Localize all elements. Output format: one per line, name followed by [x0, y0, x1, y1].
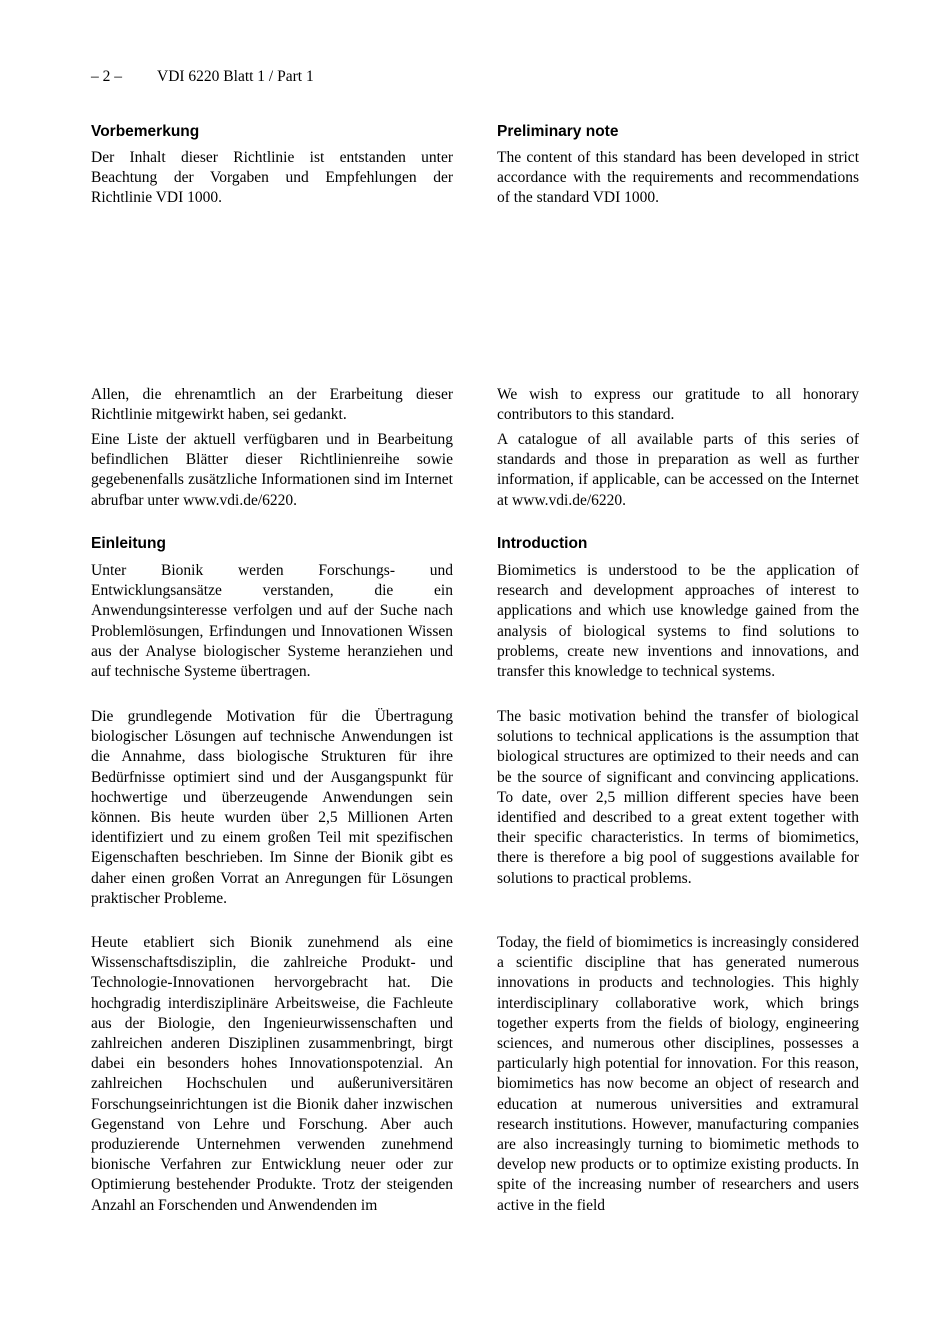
paragraph-einleitung-2: Die grundlegende Motivation für die Übertragung biologischer Lösungen auf technische Anwendungen ist die Annahme, dass biologische Strukturen für ihre Bedürfnisse optimiert sind und der Ausgangspunkt für hochwertige und überzeugende Anwendungen sein können. Bis heute wurden über 2,5 Millionen Arten identifiziert und zu einem großen Teil mit spezifischen Eigenschaften beschrieben. Im Sinne der Bionik gibt es daher einen großen Vorrat an Anregungen für Lösungen praktischer Probleme. [91, 708, 453, 907]
document-reference: VDI 6220 Blatt 1 / Part 1 [157, 68, 314, 85]
heading-preliminary-note: Preliminary note [497, 123, 619, 140]
page-header [91, 68, 314, 86]
paragraph-einleitung-3: Heute etabliert sich Bionik zunehmend als eine Wissenschaftsdisziplin, die zahlreiche Produkt- und Technologie-Innovationen hervorgebracht hat. Die hochgradig interdisziplinäre Arbeitsweise, die Fachleute aus der Biologie, den Ingenieurwissenschaften und zahlreichen anderen Disziplinen zusammenbringt, birgt dabei ein besonders hohes Innovationspotenzial. An zahlreichen Hochschulen und außeruniversitären Forschungseinrichtungen ist die Bionik daher inzwischen Gegenstand von Lehre und Forschung. Aber auch produzierende Unternehmen verwenden zunehmend bionische Verfahren zur Entwicklung neuer oder zur Optimierung bestehender Produkte. Trotz der steigenden Anzahl an Forschenden und Anwendenden im [91, 934, 453, 1214]
paragraph-einleitung-1: Unter Bionik werden Forschungs- und Entwicklungsansätze verstanden, die ein Anwendungsinteresse verfolgen und auf der Suche nach Problemlösungen, Erfindungen und Innovationen Wissen aus der Analyse biologischer Systeme heranziehen und auf technische Systeme übertragen. [91, 562, 453, 681]
paragraph-preliminary-note: The content of this standard has been developed in strict accordance with the requirements and recommendations of the standard VDI 1000. [497, 149, 859, 207]
paragraph-introduction-3: Today, the field of biomimetics is increasingly considered a scientific discipline that has generated numerous innovations in products and technologies. This highly interdisciplinary collaborative work, which brings together experts from the fields of biology, engineering sciences, and numerous other disciplines, possesses a particularly high potential for innovation. For this reason, biomimetics has now become an object of research and education at numerous universities and extramural research institutions. However, manufacturing companies are also increasingly turning to biomimetic methods to develop new products or to optimize existing products. In spite of the increasing number of researchers and users active in the field [497, 934, 859, 1214]
page-number: – 2 – [91, 68, 122, 85]
paragraph-dank: Allen, die ehrenamtlich an der Erarbeitung dieser Richtlinie mitgewirkt haben, sei gedankt. [91, 386, 453, 424]
heading-introduction: Introduction [497, 535, 588, 552]
paragraph-vorbemerkung: Der Inhalt dieser Richtlinie ist entstanden unter Beachtung der Vorgaben und Empfehlungen der Richtlinie VDI 1000. [91, 149, 453, 207]
paragraph-catalogue: A catalogue of all available parts of this series of standards and those in preparation as well as further information, if applicable, can be accessed on the Internet at www.vdi.de/6220. [497, 431, 859, 509]
paragraph-liste: Eine Liste der aktuell verfügbaren und in Bearbeitung befindlichen Blätter dieser Richtlinienreihe sowie gegebenenfalls zusätzliche Informationen sind im Internet abrufbar unter www.vdi.de/6220. [91, 431, 453, 509]
paragraph-gratitude: We wish to express our gratitude to all honorary contributors to this standard. [497, 386, 859, 424]
heading-vorbemerkung: Vorbemerkung [91, 123, 200, 140]
paragraph-introduction-1: Biomimetics is understood to be the application of research and development approaches of interest to applications and which use knowledge gained from the analysis of biological systems to find solutions to problems, create new inventions and innovations, and transfer this knowledge to technical systems. [497, 562, 859, 681]
paragraph-introduction-2: The basic motivation behind the transfer of biological solutions to technical applications is the assumption that biological structures are optimized to their needs and can be the source of significant and convincing applications. To date, over 2,5 million different species have been identified and described to a great extent together with their specific characteristics. In terms of biomimetics, there is therefore a big pool of suggestions available for solutions to practical problems. [497, 708, 859, 887]
heading-einleitung: Einleitung [91, 535, 166, 552]
